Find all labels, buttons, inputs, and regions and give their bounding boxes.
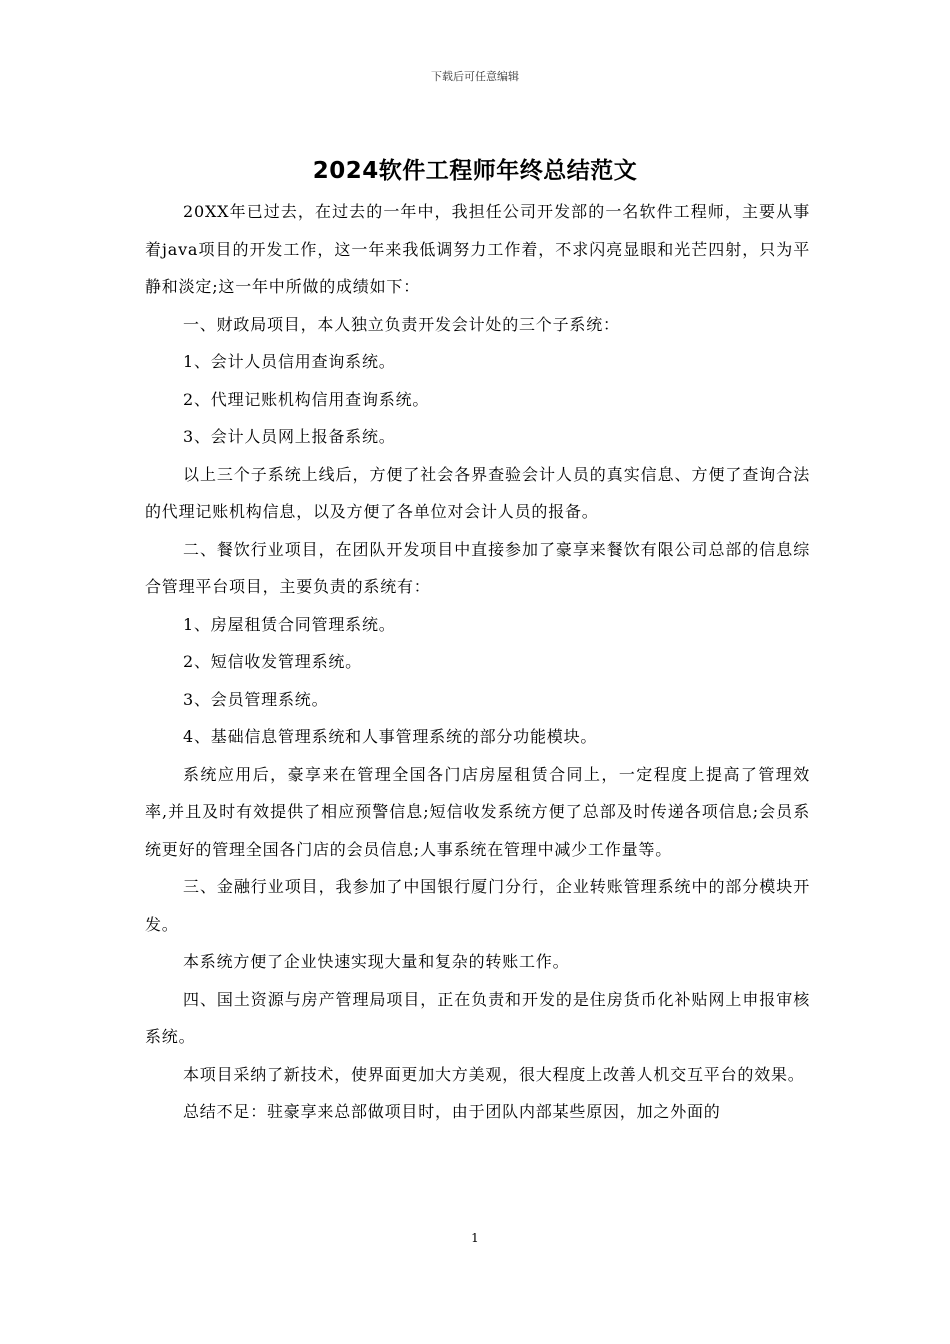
paragraph-shortcomings: 总结不足：驻豪享来总部做项目时，由于团队内部某些原因，加之外面的: [183, 1102, 721, 1121]
paragraph-section-1-item-3: 3、会计人员网上报备系统。: [183, 427, 396, 446]
paragraph-section-1-item-2: 2、代理记账机构信用查询系统。: [183, 389, 430, 409]
document-title: 2024软件工程师年终总结范文: [312, 158, 638, 184]
paragraph-section-2-item-2: 2、短信收发管理系统。: [183, 652, 362, 671]
page-number: 1: [471, 1231, 479, 1245]
paragraph-section-3-summary: 本系统方便了企业快速实现大量和复杂的转账工作。: [183, 952, 570, 971]
paragraph-section-2-heading: 二、餐饮行业项目，在团队开发项目中直接参加了豪享来餐饮有限公司总部的信息综合管理平台项目，主要负责的系统有：: [145, 539, 810, 596]
paragraph-section-4-summary: 本项目采纳了新技术，使界面更加大方美观，很大程度上改善人机交互平台的效果。: [183, 1064, 805, 1084]
paragraph-section-3-heading: 三、金融行业项目，我参加了中国银行厦门分行，企业转账管理系统中的部分模块开发。: [145, 877, 810, 934]
paragraph-intro: 20XX年已过去，在过去的一年中，我担任公司开发部的一名软件工程师，主要从事着java项目的开发工作，这一年来我低调努力工作着，不求闪亮显眼和光芒四射，只为平静和淡定;这一年中所做的成绩如下：: [145, 202, 810, 296]
paragraph-section-1-summary: 以上三个子系统上线后，方便了社会各界查验会计人员的真实信息、方便了查询合法的代理记账机构信息，以及方便了各单位对会计人员的报备。: [145, 464, 810, 521]
paragraph-section-4-heading: 四、国土资源与房产管理局项目，正在负责和开发的是住房货币化补贴网上申报审核系统。: [145, 989, 810, 1046]
page-header-note: 下载后可任意编辑: [431, 70, 519, 83]
paragraph-section-1-item-1: 1、会计人员信用查询系统。: [183, 352, 396, 371]
paragraph-section-2-item-1: 1、房屋租赁合同管理系统。: [183, 614, 396, 634]
paragraph-section-2-item-3: 3、会员管理系统。: [183, 689, 329, 709]
paragraph-section-2-item-4: 4、基础信息管理系统和人事管理系统的部分功能模块。: [183, 727, 598, 746]
document-body: [145, 193, 810, 1131]
paragraph-section-2-summary: 系统应用后，豪享来在管理全国各门店房屋租赁合同上，一定程度上提高了管理效率,并且及时有效提供了相应预警信息;短信收发系统方便了总部及时传递各项信息;会员系统更好的管理全国各门店的会员信息;人事系统在管理中减少工作量等。: [145, 764, 810, 859]
paragraph-section-1-heading: 一、财政局项目，本人独立负责开发会计处的三个子系统：: [183, 314, 620, 334]
